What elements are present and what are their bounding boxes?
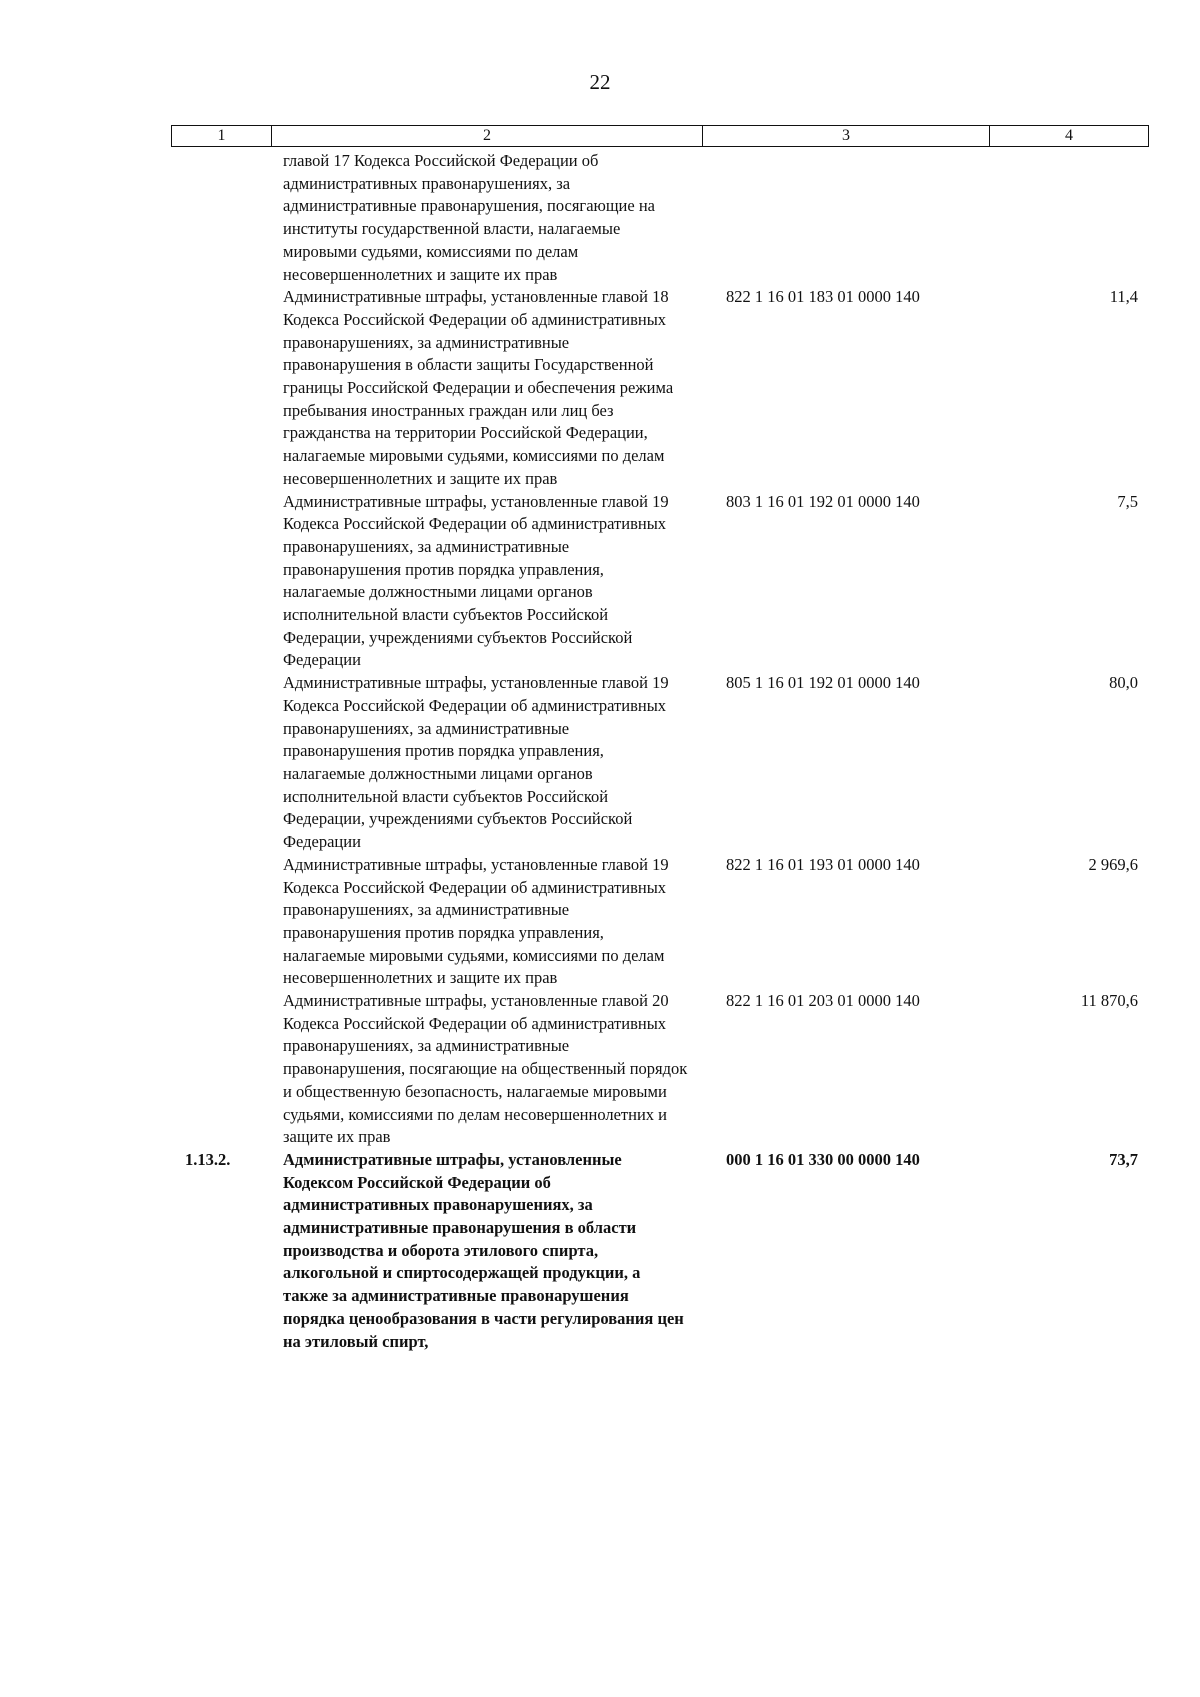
row-description: Административные штрафы, установленные главой 19 Кодекса Российской Федерации об административных правонарушениях, за административные правонарушения против порядка управления, налагаемые должностными лицами органов исполнительной власти субъектов Российской Федерации, учреждениями субъектов Российской Федерации (283, 491, 669, 670)
table-row (0, 491, 1200, 673)
row-budget-code: 805 1 16 01 192 01 0000 140 (726, 673, 920, 693)
row-budget-code: 000 1 16 01 330 00 0000 140 (726, 1149, 920, 1169)
page-number: 22 (589, 70, 611, 94)
row-amount: 2 969,6 (1088, 854, 1138, 874)
row-budget-code: 822 1 16 01 203 01 0000 140 (726, 991, 920, 1011)
row-description: Административные штрафы, установленные главой 19 Кодекса Российской Федерации об административных правонарушениях, за административные правонарушения против порядка управления, налагаемые мировыми судьями, комиссиями по делам несовершеннолетних и защите их прав (283, 854, 669, 988)
row-description: главой 17 Кодекса Российской Федерации об административных правонарушениях, за административные правонарушения, посягающие на институты государственной власти, налагаемые мировыми судьями, комиссиями по делам несовершеннолетних и защите их прав (283, 151, 655, 284)
row-amount: 7,5 (1117, 491, 1138, 511)
table-row (0, 286, 1200, 490)
row-budget-code: 803 1 16 01 192 01 0000 140 (726, 491, 920, 511)
column-header-4: 4 (990, 126, 1149, 147)
table-row (0, 1149, 1200, 1353)
row-description: Административные штрафы, установленные главой 19 Кодекса Российской Федерации об административных правонарушениях, за административные правонарушения против порядка управления, налагаемые должностными лицами органов исполнительной власти субъектов Российской Федерации, учреждениями субъектов Российской Федерации (283, 673, 669, 852)
table-row (0, 150, 1200, 286)
column-header-2: 2 (272, 126, 703, 147)
row-amount: 11,4 (1109, 287, 1138, 307)
column-header-table (171, 125, 1149, 147)
row-description: Административные штрафы, установленные главой 20 Кодекса Российской Федерации об административных правонарушениях, за административные правонарушения, посягающие на общественный порядок и общественную безопасность, налагаемые мировыми судьями, комиссиями по делам несовершеннолетних и защите их прав (283, 991, 688, 1147)
table-row (0, 854, 1200, 990)
table-row (0, 672, 1200, 854)
row-description: Административные штрафы, установленные главой 18 Кодекса Российской Федерации об административных правонарушениях, за административные правонарушения в области защиты Государственной границы Российской Федерации и обеспечения режима пребывания иностранных граждан или лиц без гражданства на территории Российской Федерации, налагаемые мировыми судьями, комиссиями по делам несовершеннолетних и защите их прав (283, 287, 674, 488)
table-row (0, 990, 1200, 1149)
row-amount: 11 870,6 (1080, 991, 1138, 1011)
row-amount: 73,7 (1109, 1149, 1138, 1169)
row-description: Административные штрафы, установленные Кодексом Российской Федерации об административных правонарушениях, за административные правонарушения в области производства и оборота этилового спирта, алкогольной и спиртосодержащей продукции, а также за административные правонарушения порядка ценообразования в части регулирования цен на этиловый спирт, (283, 1149, 684, 1351)
row-budget-code: 822 1 16 01 183 01 0000 140 (726, 287, 920, 307)
column-header-3: 3 (703, 126, 990, 147)
table-body (0, 150, 1200, 1353)
row-number: 1.13.2. (185, 1149, 231, 1169)
row-budget-code: 822 1 16 01 193 01 0000 140 (726, 854, 920, 874)
row-amount: 80,0 (1109, 673, 1138, 693)
column-header-1: 1 (172, 126, 272, 147)
column-header-row (172, 126, 1149, 147)
